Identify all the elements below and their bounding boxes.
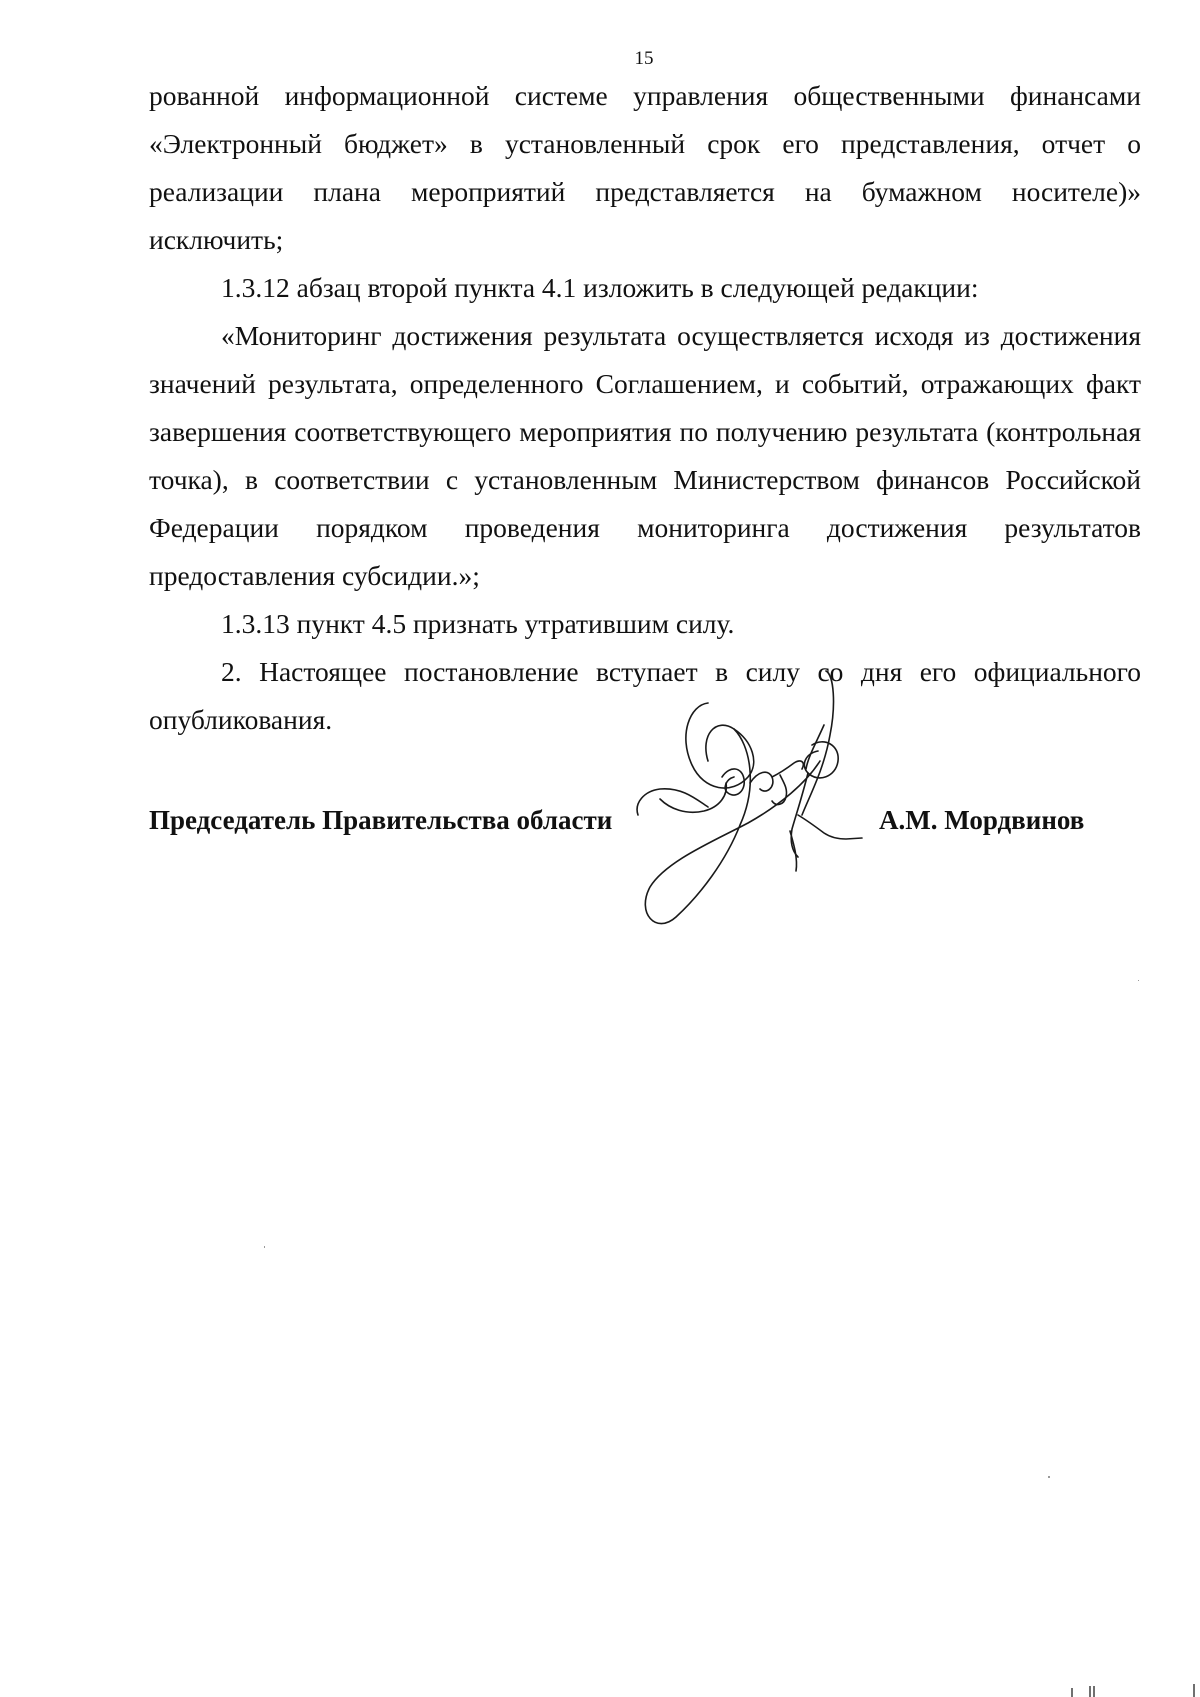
scan-speck xyxy=(1138,980,1139,981)
page-number: 15 xyxy=(634,48,654,69)
signer-title: Председатель Правительства области xyxy=(149,805,613,835)
paragraph-clause-1-3-12: 1.3.12 абзац второй пункта 4.1 изложить в следующей редакции: xyxy=(221,272,979,303)
paragraph-quoted-amendment: «Мониторинг достижения результата осуществляется исходя из достижения значений результата, определенного Соглашением, и событий, отражающих факт завершения соответствующего мероприятия по получению результата (контрольная точка), в соответствии с установленным Министерством финансов Российской Федерации порядком проведения мониторинга достижения результатов предоставления субсидии.»; xyxy=(149,320,1141,591)
paragraph-clause-1-3-13: 1.3.13 пункт 4.5 признать утратившим силу. xyxy=(221,608,735,639)
handwritten-signature xyxy=(630,665,900,935)
signer-name: А.М. Мордвинов xyxy=(879,805,1085,835)
scan-speck xyxy=(264,1246,265,1248)
paragraph-continuation: рованной информационной системе управления общественными финансами «Электронный бюджет» в установленный срок его представления, отчет о реализации плана мероприятий представляется на бумажном носителе)» исключить; xyxy=(149,80,1141,255)
scan-edge-marks xyxy=(1060,1678,1200,1697)
paragraph-clause-2: 2. Настоящее постановление вступает в силу со дня его официального опубликования. xyxy=(149,656,1141,735)
scan-speck xyxy=(1048,1476,1050,1478)
document-body xyxy=(149,72,1141,744)
